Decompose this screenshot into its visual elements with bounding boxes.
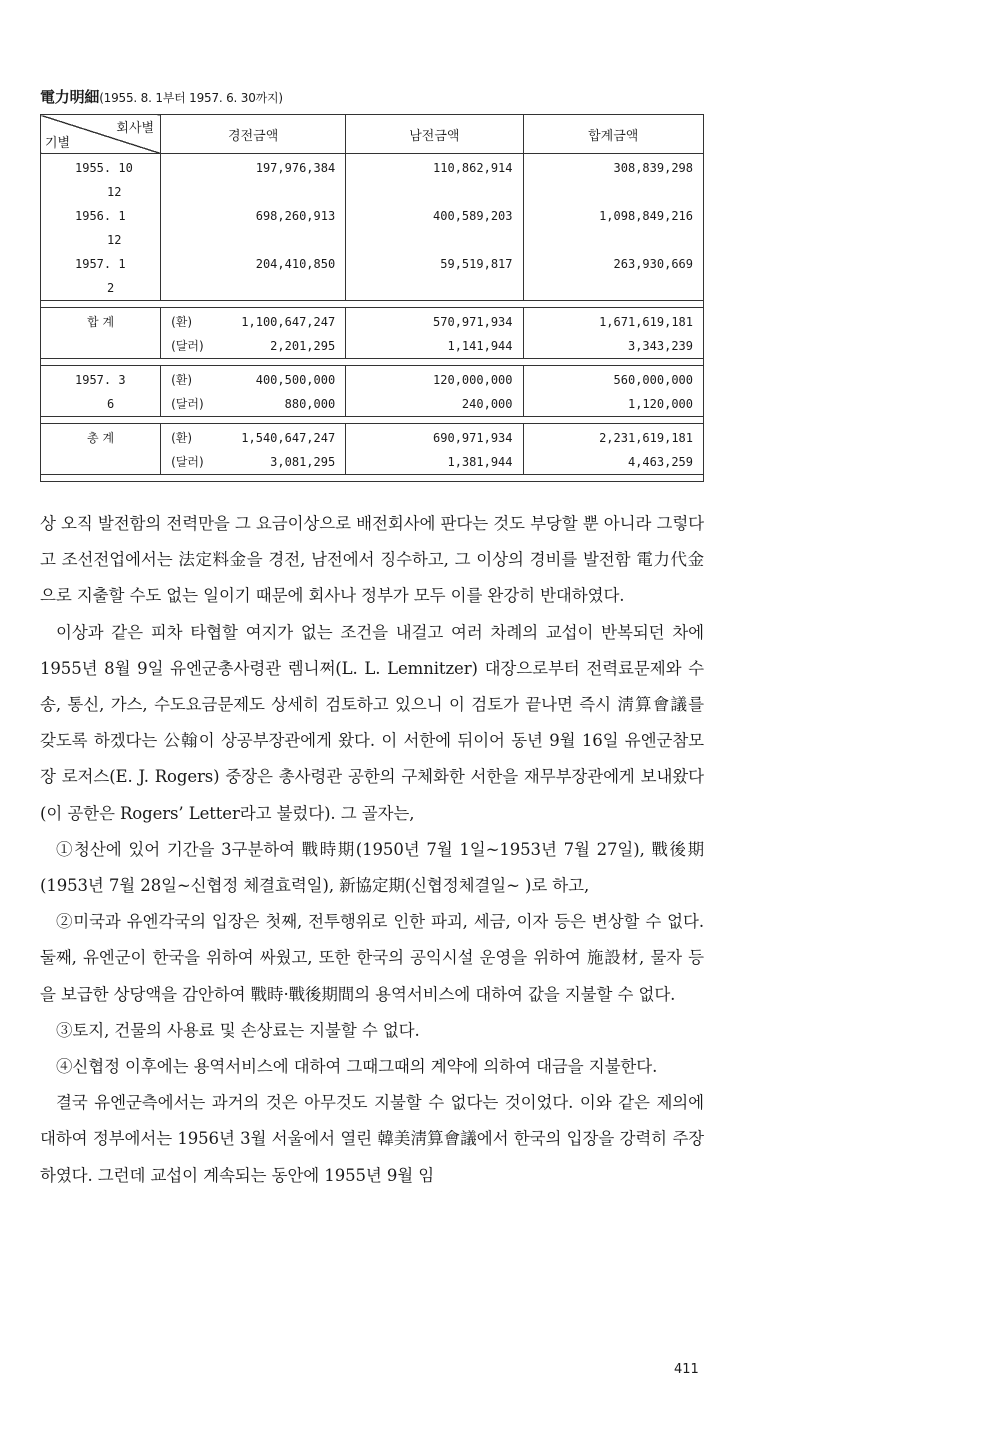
corner-company-label: 회사별 [116, 121, 155, 136]
period-label: 12 [107, 233, 122, 247]
period-label: 1957. 1 [75, 257, 126, 271]
period-label: 1957. 3 [75, 373, 126, 387]
value: 263,930,669 [613, 257, 693, 271]
value: 3,343,239 [627, 339, 693, 353]
total-cell [523, 308, 704, 359]
value: 1,100,647,247 [241, 315, 336, 329]
value: 197,976,384 [255, 161, 336, 175]
page-number: 411 [674, 1362, 699, 1377]
caption-range: (1955. 8. 1부터 1957. 6. 30까지) [99, 91, 283, 105]
caption-title: 電力明細 [40, 88, 100, 106]
total-cell [523, 366, 704, 417]
kyeongjeon-cell [161, 154, 346, 301]
value: 1,098,849,216 [599, 209, 693, 223]
value: 400,500,000 [255, 373, 336, 387]
value: 400,589,203 [433, 209, 513, 223]
value [356, 180, 512, 204]
value: 570,971,934 [433, 315, 513, 329]
unit-label: (달러) [171, 397, 204, 411]
electricity-table [40, 114, 704, 482]
table-row-1957 [41, 366, 704, 417]
value [171, 276, 335, 300]
value: 560,000,000 [613, 373, 693, 387]
list-item: ②미국과 유엔각국의 입장은 첫째, 전투행위로 인한 파괴, 세금, 이자 등은 변상할 수 없다. 둘째, 유엔군이 한국을 위하여 싸웠고, 또한 한국의 공익시설 운영을 위하여 施設材, 물자 등을 보급한 상당액을 감안하여 戰時·戰後期間의 용역서비스에 대하여 값을 지불할 수 없다. [40, 912, 704, 1004]
period-cell [41, 154, 161, 301]
value [356, 228, 512, 252]
list-item: ④신협정 이후에는 용역서비스에 대하여 그때그때의 계약에 의하여 대금을 지불한다. [56, 1057, 658, 1077]
namjeon-cell [346, 308, 523, 359]
value: 59,519,817 [440, 257, 513, 271]
header-kyeongjeon: 경전금액 [161, 115, 346, 154]
period-label: 12 [107, 185, 122, 199]
grand-total-label-cell [41, 424, 161, 475]
namjeon-cell [346, 154, 523, 301]
value: 3,081,295 [270, 455, 336, 469]
unit-label: (달러) [171, 339, 204, 353]
table-header-row [41, 115, 704, 154]
value: 120,000,000 [433, 373, 513, 387]
value: 204,410,850 [255, 257, 336, 271]
grand-total-label: 총 계 [87, 431, 115, 445]
kyeongjeon-cell [161, 366, 346, 417]
period-label: 6 [107, 397, 115, 411]
kyeongjeon-cell [161, 424, 346, 475]
paragraph: 결국 유엔군측에서는 과거의 것은 아무것도 지불할 수 없다는 것이었다. 이와 같은 제의에 대하여 정부에서는 1956년 3월 서울에서 열린 韓美淸算會議에서 한국의 입장을 강력히 주장하였다. 그런데 교섭이 계속되는 동안에 1955년 9월 임 [40, 1093, 704, 1185]
namjeon-cell [346, 366, 523, 417]
value: 1,120,000 [627, 397, 693, 411]
period-cell [41, 366, 161, 417]
unit-label: (환) [171, 373, 193, 387]
header-total: 합계금액 [523, 115, 704, 154]
value: 2,231,619,181 [599, 431, 693, 445]
period-label: 1956. 1 [75, 209, 126, 223]
body-text [40, 506, 704, 1194]
value: 880,000 [284, 397, 336, 411]
table-row-subtotal [41, 308, 704, 359]
corner-header [41, 115, 161, 154]
header-namjeon: 남전금액 [346, 115, 523, 154]
value: 698,260,913 [255, 209, 336, 223]
value: 308,839,298 [613, 161, 693, 175]
value [171, 180, 335, 204]
unit-label: (달러) [171, 455, 204, 469]
table-row-periods [41, 154, 704, 301]
value [534, 228, 694, 252]
value: 240,000 [461, 397, 513, 411]
table-caption [40, 86, 283, 107]
total-cell [523, 154, 704, 301]
paragraph: 상 오직 발전함의 전력만을 그 요금이상으로 배전회사에 판다는 것도 부당할 뿐 아니라 그렇다고 조선전업에서는 法定料金을 경전, 남전에서 징수하고, 그 이상의 경비를 발전함 電力代金으로 지출할 수도 없는 일이기 때문에 회사나 정부가 모두 이를 완강히 반대하였다. [40, 514, 704, 606]
subtotal-label-cell [41, 308, 161, 359]
kyeongjeon-cell [161, 308, 346, 359]
unit-label: (환) [171, 315, 193, 329]
value [171, 228, 335, 252]
list-item: ③토지, 건물의 사용료 및 손상료는 지불할 수 없다. [56, 1020, 420, 1040]
total-cell [523, 424, 704, 475]
period-label: 2 [107, 281, 115, 295]
value: 4,463,259 [627, 455, 693, 469]
period-label: 1955. 10 [75, 161, 133, 175]
value: 1,381,944 [447, 455, 513, 469]
value: 690,971,934 [433, 431, 513, 445]
value: 110,862,914 [433, 161, 513, 175]
value [534, 276, 694, 300]
corner-period-label: 기별 [45, 136, 71, 151]
value: 1,540,647,247 [241, 431, 336, 445]
value [356, 276, 512, 300]
value [534, 180, 694, 204]
value: 2,201,295 [270, 339, 336, 353]
namjeon-cell [346, 424, 523, 475]
list-item: ①청산에 있어 기간을 3구분하여 戰時期(1950년 7월 1일~1953년 7월 27일), 戰後期(1953년 7월 28일~신협정 체결효력일), 新協定期(신협정체결일~ )로 하고, [40, 839, 704, 896]
table-row-grand-total [41, 424, 704, 475]
value: 1,141,944 [447, 339, 513, 353]
value: 1,671,619,181 [599, 315, 693, 329]
paragraph: 이상과 같은 피차 타협할 여지가 없는 조건을 내걸고 여러 차례의 교섭이 반복되던 차에 1955년 8월 9일 유엔군총사령관 렘니쩌(L. L. Lemnitzer) 대장으로부터 전력료문제와 수송, 통신, 가스, 수도요금문제도 상세히 검토하고 있으니 이 검토가 끝나면 즉시 淸算會議를 갖도록 하겠다는 公翰이 상공부장관에게 왔다. 이 서한에 뒤이어 동년 9월 16일 유엔군참모장 로저스(E. J. Rogers) 중장은 총사령관 공한의 구체화한 서한을 재무부장관에게 보내왔다(이 공한은 Rogers’ Letter라고 불렀다). 그 골자는, [40, 622, 704, 823]
subtotal-label: 합 계 [87, 315, 115, 329]
unit-label: (환) [171, 431, 193, 445]
